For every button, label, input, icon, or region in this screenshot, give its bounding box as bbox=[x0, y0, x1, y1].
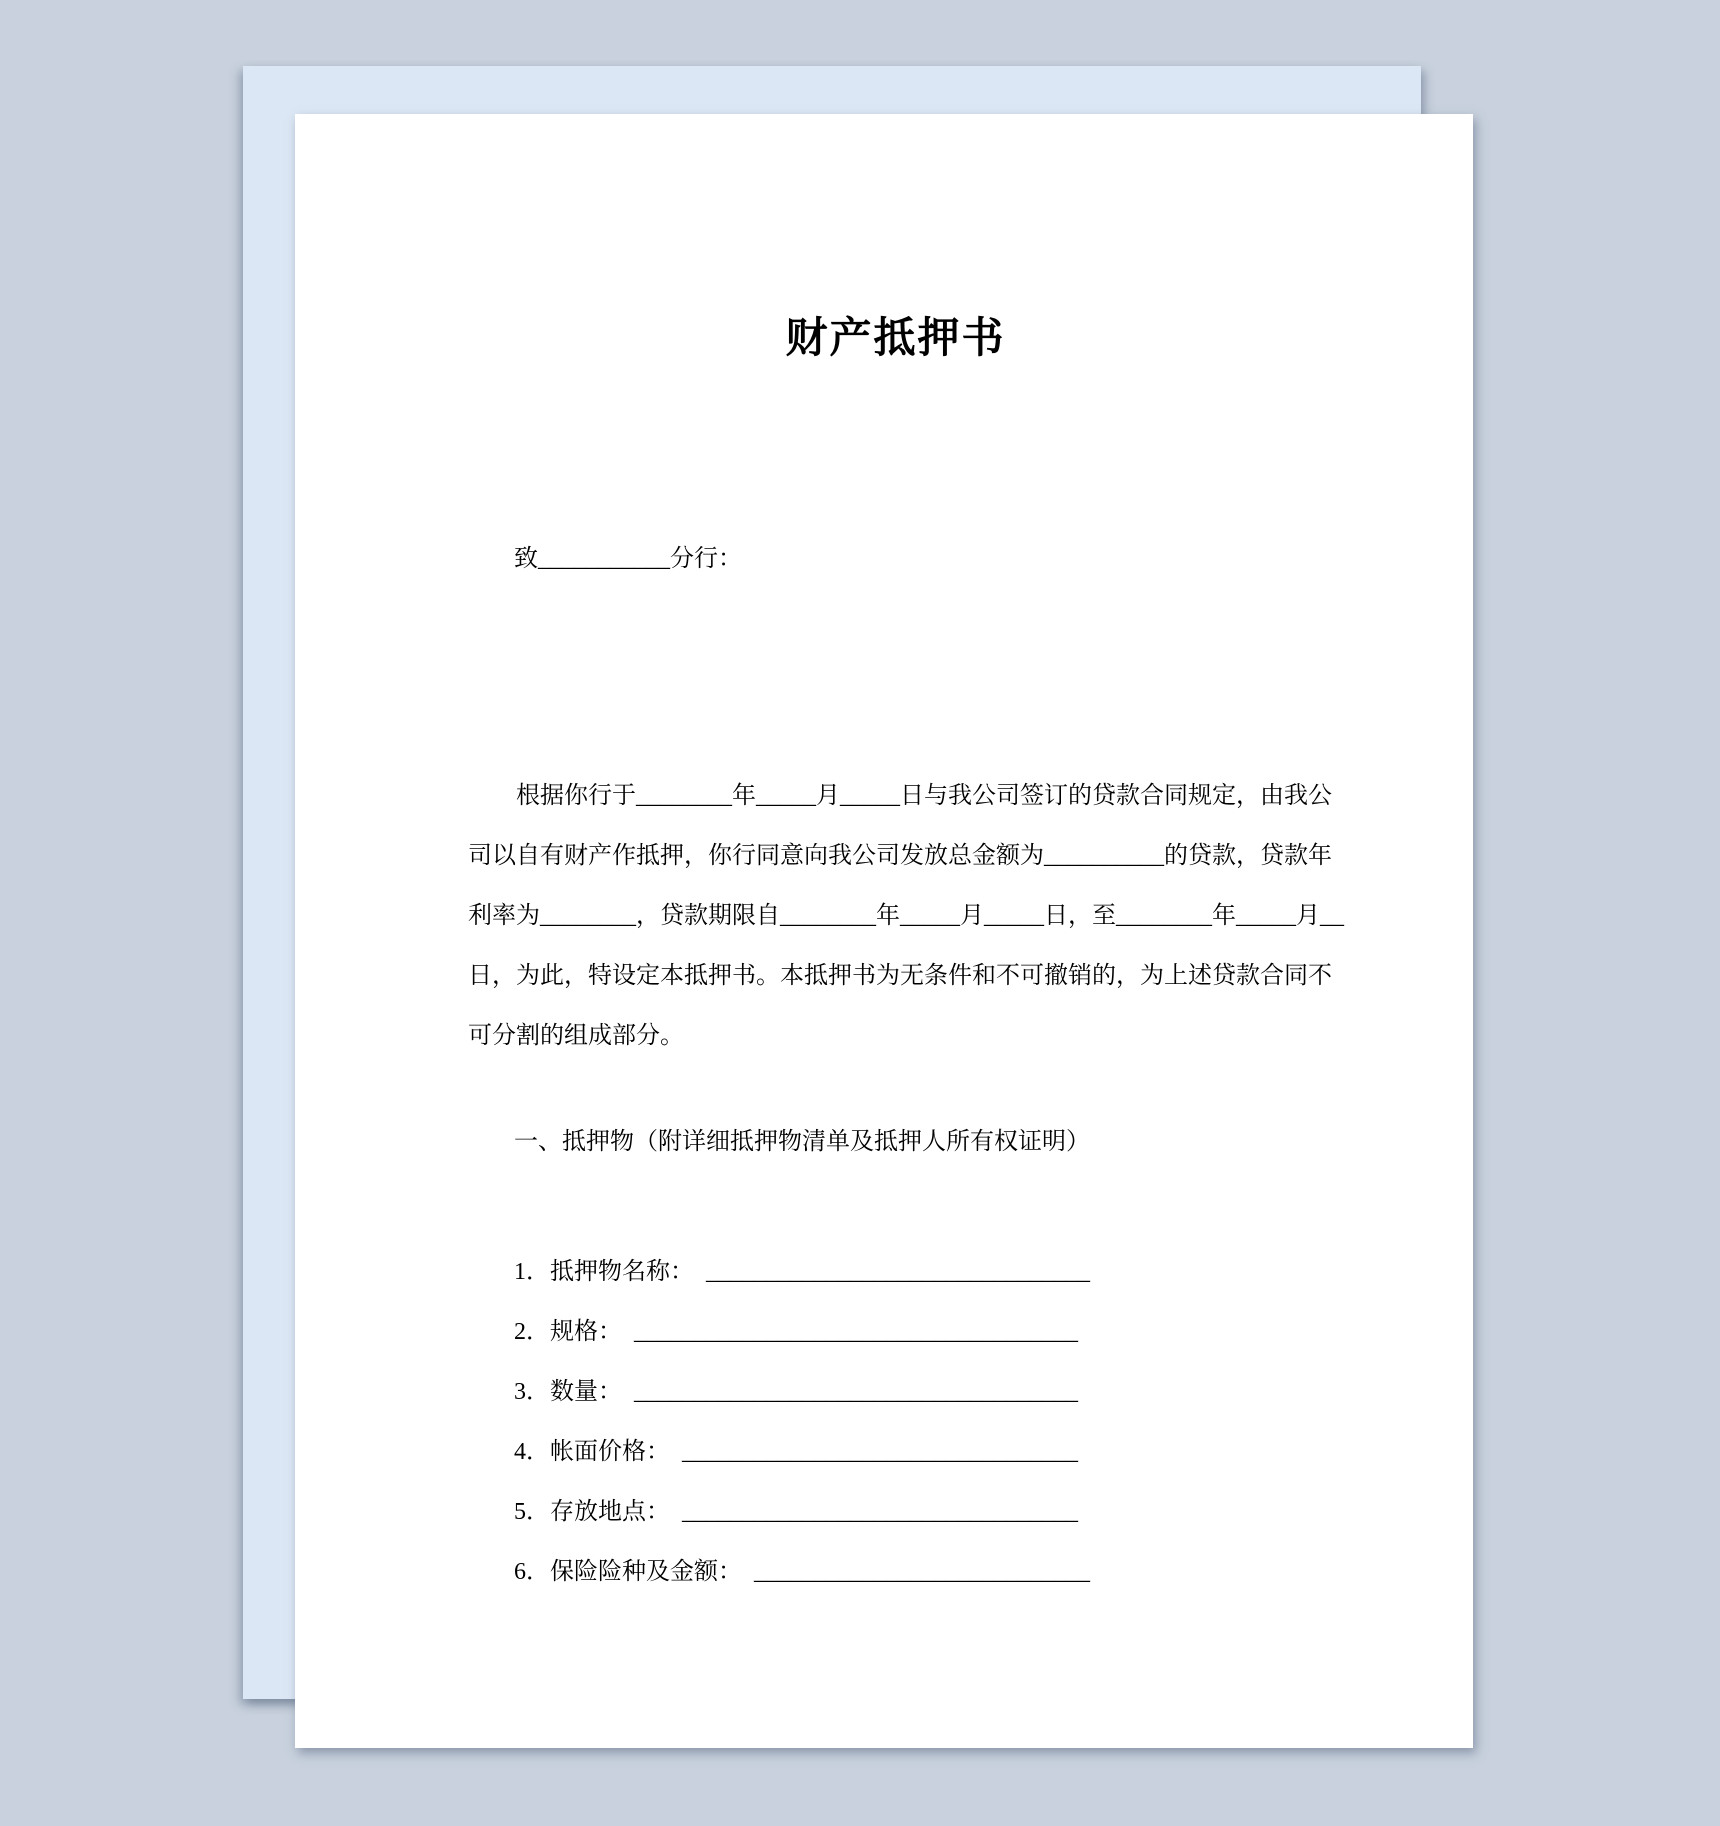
item-insurance-type-amount bbox=[514, 1542, 1323, 1602]
item-label: 1．抵押物名称： bbox=[514, 1259, 694, 1285]
section-heading-collateral: 一、抵押物（附详细抵押物清单及抵押人所有权证明） bbox=[514, 1129, 1090, 1155]
body-paragraph bbox=[468, 766, 1344, 1066]
fill-in-blank: ____________________________ bbox=[754, 1559, 1090, 1585]
item-collateral-name bbox=[514, 1242, 1323, 1302]
fill-in-blank: _____________________________________ bbox=[634, 1379, 1078, 1405]
item-label: 4．帐面价格： bbox=[514, 1439, 670, 1465]
paragraph-line: 可分割的组成部分。 bbox=[468, 1023, 684, 1049]
paragraph-line: 利率为________，贷款期限自________年_____月_____日，至________年_____月__ bbox=[468, 903, 1344, 929]
fill-in-blank: ________________________________ bbox=[706, 1259, 1090, 1285]
item-label: 3．数量： bbox=[514, 1379, 622, 1405]
fill-in-blank: _________________________________ bbox=[682, 1499, 1078, 1525]
document-title: 财产抵押书 bbox=[785, 314, 1006, 361]
item-storage-location bbox=[514, 1482, 1323, 1542]
item-book-value bbox=[514, 1422, 1323, 1482]
item-label: 5．存放地点： bbox=[514, 1499, 670, 1525]
item-label: 2．规格： bbox=[514, 1319, 622, 1345]
fill-in-blank: _____________________________________ bbox=[634, 1319, 1078, 1345]
salutation-line: 致___________分行： bbox=[514, 546, 742, 572]
item-label: 6．保险险种及金额： bbox=[514, 1559, 742, 1585]
item-quantity bbox=[514, 1362, 1323, 1422]
collateral-item-list bbox=[514, 1242, 1323, 1602]
document-page bbox=[295, 114, 1473, 1748]
paragraph-line: 根据你行于________年_____月_____日与我公司签订的贷款合同规定，由我公 bbox=[516, 783, 1332, 809]
fill-in-blank: _________________________________ bbox=[682, 1439, 1078, 1465]
item-specification bbox=[514, 1302, 1323, 1362]
paragraph-line: 日，为此，特设定本抵押书。本抵押书为无条件和不可撤销的，为上述贷款合同不 bbox=[468, 963, 1332, 989]
paragraph-line: 司以自有财产作抵押，你行同意向我公司发放总金额为__________的贷款，贷款年 bbox=[468, 843, 1332, 869]
